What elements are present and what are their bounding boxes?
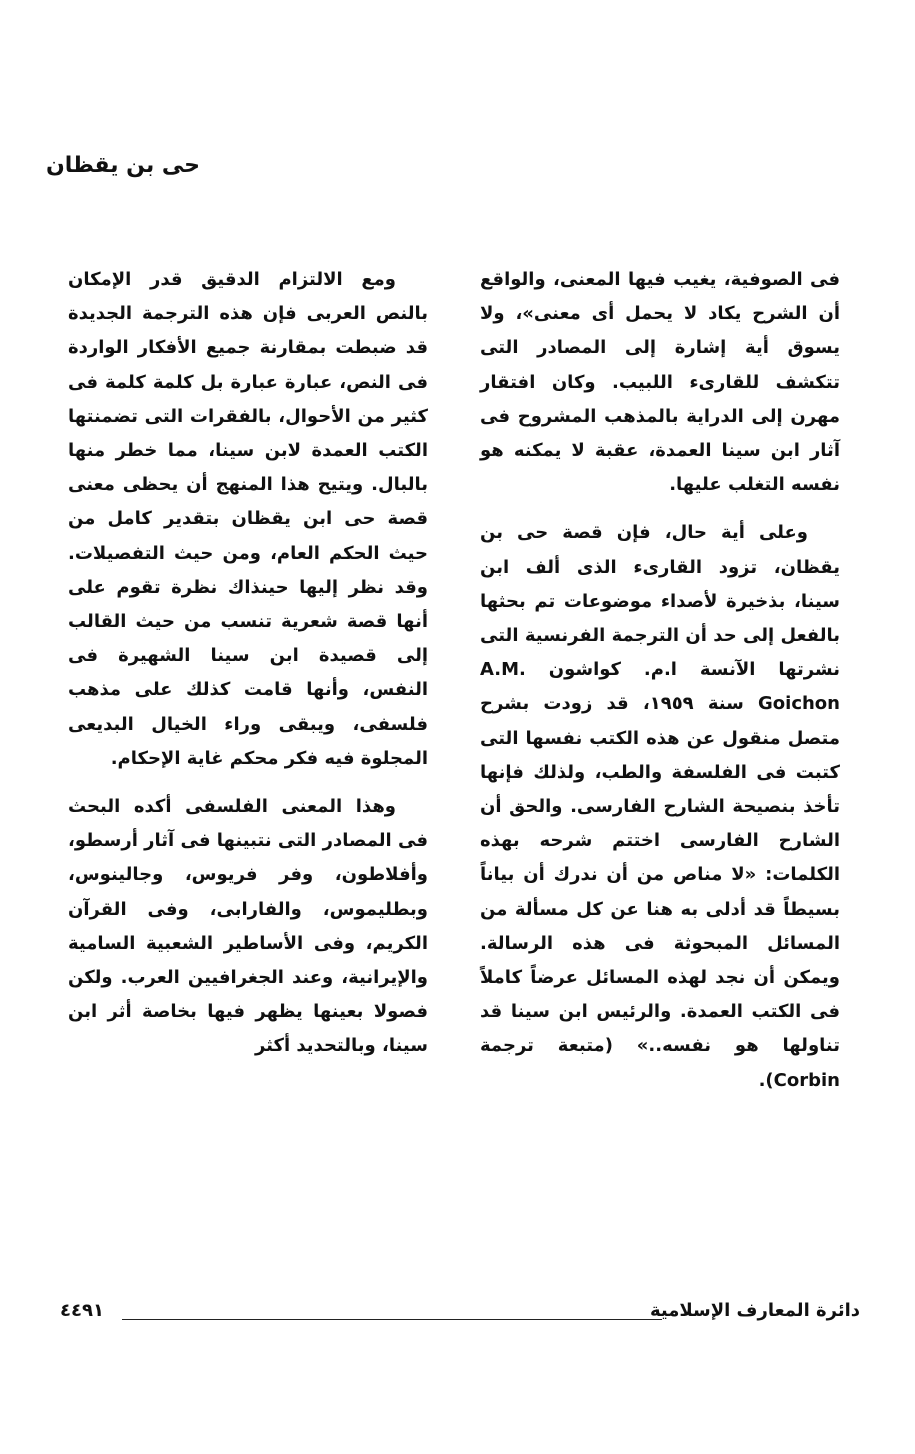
right-paragraph-2: وعلى أية حال، فإن قصة حى بن يقظان، تزود القارىء الذى ألف ابن سينا، بذخيرة لأصداء موضوعات تم بحثها بالفعل إلى حد أن الترجمة الفرنسية التى نشرتها الآنسة ا.م. كواشون A.M. Goichon سنة ١٩٥٩، قد زودت بشرح متصل منقول عن هذه الكتب نفسها التى كتبت فى الفلسفة والطب، ولذلك فإنها تأخذ بنصيحة الشارح الفارسى. والحق أن الشارح الفارسى اختتم شرحه بهذه الكلمات: «لا مناص من أن ندرك أن بياناً بسيطاً قد أدلى به هنا عن كل مسألة من المسائل المبحوثة فى هذه الرسالة. ويمكن أن نجد لهذه المسائل عرضاً كاملاً فى الكتب العمدة. والرئيس ابن سينا قد تناولها هو نفسه..» (متبعة ترجمة Corbin). (480, 522, 840, 1091)
right-paragraph-1: فى الصوفية، يغيب فيها المعنى، والواقع أن الشرح يكاد لا يحمل أى معنى»، ولا يسوق أية إشارة إلى المصادر التى تتكشف للقارىء اللبيب. وكان افتقار مهرن إلى الدراية بالمذهب المشروح فى آثار ابن سينا العمدة، عقبة لا يمكنه هو نفسه التغلب عليها. (480, 269, 840, 496)
page-number: ٤٤٩١ (60, 1300, 104, 1321)
running-head: حى بن يقظان (45, 153, 200, 178)
left-column (68, 263, 428, 1064)
footer-rule (122, 1319, 662, 1320)
right-column (480, 263, 840, 1098)
left-paragraph-2: وهذا المعنى الفلسفى أكده البحث فى المصادر التى نتبينها فى آثار أرسطو، وأفلاطون، وفر فريوس، وجالينوس، وبطليموس، والفارابى، وفى القرآن الكريم، وفى الأساطير الشعبية السامية والإيرانية، وعند الجغرافيين العرب. ولكن فصولا بعينها يظهر فيها بخاصة أثر ابن سينا، وبالتحديد أكثر (68, 796, 428, 1057)
left-paragraph-1: ومع الالتزام الدقيق قدر الإمكان بالنص العربى فإن هذه الترجمة الجديدة قد ضبطت بمقارنة جميع الأفكار الواردة فى النص، عبارة عبارة بل كلمة كلمة فى كثير من الأحوال، بالفقرات التى تضمنتها الكتب العمدة لابن سينا، مما خطر منها بالبال. ويتيح هذا المنهج أن يحظى معنى قصة حى ابن يقظان بتقدير كامل من حيث الحكم العام، ومن حيث التفصيلات. وقد نظر إليها حينذاك نظرة تقوم على أنها قصة شعرية تنسب من حيث القالب إلى قصيدة ابن سينا الشهيرة فى النفس، وأنها قامت كذلك على مذهب فلسفى، ويبقى وراء الخيال البديعى المجلوة فيه فكر محكم غاية الإحكام. (68, 269, 428, 769)
footer-journal-title: دائرة المعارف الإسلامية (649, 1300, 860, 1321)
page-footer (60, 1300, 860, 1330)
